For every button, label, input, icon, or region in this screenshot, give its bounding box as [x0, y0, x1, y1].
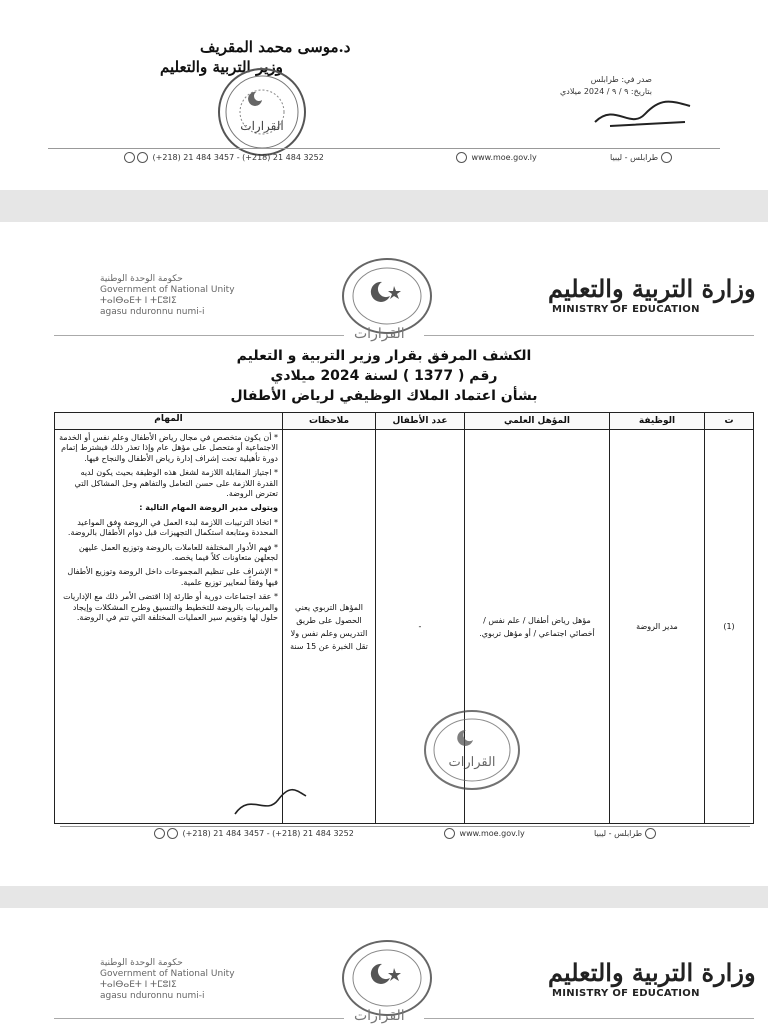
government-amazigh: agasu nduronnu numi-i [100, 307, 205, 317]
title-line-2: رقم ( 1377 ) لسنة 2024 ميلادي [270, 368, 498, 384]
date-line-1: صدر في: طرابلس [590, 75, 652, 84]
header-qualification: المؤهل العلمي [465, 413, 610, 430]
task-requirement-2: * اجتياز المقابلة اللازمة لشغل هذه الوظيفة بحيث يكون لديه القدرة اللازمة على حسن التعامل والتفاهم وحل المشاكل التي تعترض الروضة. [74, 468, 278, 499]
official-seal [216, 66, 308, 158]
stamp-seal [422, 708, 522, 792]
task-item: * فهم الأدوار المختلفة للعاملات بالروضة وتوزيع العمل عليهن لجعلهن متعاونات كلاً فيما يخصه. [78, 542, 278, 563]
staffing-table [54, 412, 754, 824]
header-no: ت [705, 413, 754, 430]
task-item: * عقد اجتماعات دورية أو طارئة إذا اقتضى الأمر ذلك مع الإداريات والمربيات بالروضة للتخطيط والتنسيق وطرح المشكلات وإيجاد حلول لها وتقويم سير العمليات المختلفة التي تتم في الروضة. [63, 592, 278, 623]
seal-text: القرارات [240, 119, 284, 133]
tasks-heading: ويتولى مدير الروضة المهام التالية : [139, 503, 278, 513]
footer-divider [48, 148, 720, 149]
header-divider-right [424, 1018, 754, 1019]
government-tifinagh: ⵜⴰⵏⴱⴰⴹⵜ ⵏ ⵜⵎⵓⵏⵉ [100, 980, 177, 990]
title-line-3: بشأن اعتماد الملاك الوظيفي لرياض الأطفال [230, 388, 538, 404]
title-line-1: الكشف المرفق بقرار وزير التربية و التعليم [236, 348, 532, 364]
ministry-name-en: MINISTRY OF EDUCATION [552, 988, 700, 999]
row-tasks [55, 430, 283, 824]
globe-icon [444, 828, 455, 839]
page-1-fragment [0, 0, 768, 190]
footer-phone [124, 152, 324, 163]
header-children: عدد الأطفال [376, 413, 465, 430]
footer-web-text: www.moe.gov.ly [459, 829, 525, 838]
government-ar: حكومة الوحدة الوطنية [100, 274, 183, 284]
footer-city [610, 152, 674, 163]
task-item: * اتخاذ الترتيبات اللازمة لبدء العمل في الروضة وفق المواعيد المحددة ومتابعة استكمال التجهيزات قبل دوام الأطفال بالروضة. [67, 517, 278, 538]
date-line-2: بتاريخ: ٩ / ٩ / 2024 ميلادي [560, 87, 652, 96]
footer-city-text: طرابلس - ليبيا [594, 829, 643, 838]
decisions-label: القرارات [354, 1008, 405, 1024]
task-requirement-1: * أن يكون متخصص في مجال رياض الأطفال وعلم نفس أو الخدمة الاجتماعية أو متحصل على مؤهل عام وإذا تعذر ذلك فيشترط إتمام دورة تأهيلية تحت إشراف إدارة رياض الأطفال والنجاح فيها. [59, 433, 278, 463]
header-tasks: المهام [55, 413, 283, 430]
footer-web-text: www.moe.gov.ly [471, 153, 537, 162]
phone-icon [124, 152, 135, 163]
header-job: الوظيفة [610, 413, 705, 430]
ministry-name-ar: وزارة التربية والتعليم [548, 274, 756, 303]
emblem-icon [340, 256, 434, 336]
globe-icon [456, 152, 467, 163]
decisions-label: القرارات [354, 326, 405, 342]
row-children: - [376, 430, 465, 824]
row-notes: المؤهل التربوي يعني الحصول على طريق التدريس وعلم نفس ولا تقل الخبرة عن 15 سنة [283, 430, 376, 824]
signatory-name: د.موسى محمد المقريف [200, 38, 351, 56]
footer-phone [154, 828, 354, 839]
page-2 [0, 222, 768, 886]
government-block [100, 958, 235, 1002]
phone-icon [154, 828, 165, 839]
footer-web [444, 828, 525, 839]
fax-icon [167, 828, 178, 839]
footer-city [594, 828, 658, 839]
footer-phone-text: (+218) 21 484 3457 - (+218) 21 484 3252 [152, 153, 324, 162]
location-icon [661, 152, 672, 163]
row-job: مدير الروضة [610, 430, 705, 824]
signatory-title: وزير التربية والتعليم [160, 58, 283, 76]
government-en: Government of National Unity [100, 285, 235, 295]
header-divider-left [54, 1018, 344, 1019]
government-block [100, 274, 235, 318]
task-item: * الإشراف على تنظيم المجموعات داخل الروضة وتوزيع الأطفال فيها وفقاً لمعايير توزيع علمية. [67, 567, 278, 587]
row-qualification: مؤهل رياض أطفال / علم نفس / أخصائي اجتماعي / أو مؤهل تربوي. [465, 430, 610, 824]
ministry-name-ar: وزارة التربية والتعليم [548, 958, 756, 987]
header-divider-left [54, 335, 344, 336]
emblem-icon [340, 938, 434, 1018]
initial-signature [230, 786, 310, 822]
table-row [55, 430, 754, 824]
government-amazigh: agasu nduronnu numi-i [100, 991, 205, 1001]
header-notes: ملاحظات [283, 413, 376, 430]
stamp-text: القرارات [448, 755, 496, 770]
table-header-row [55, 413, 754, 430]
footer-city-text: طرابلس - ليبيا [610, 153, 659, 162]
handwritten-signature [590, 92, 700, 132]
footer-web [456, 152, 537, 163]
fax-icon [137, 152, 148, 163]
government-en: Government of National Unity [100, 969, 235, 979]
footer-phone-text: (+218) 21 484 3457 - (+218) 21 484 3252 [182, 829, 354, 838]
location-icon [645, 828, 656, 839]
page-3-fragment [0, 908, 768, 1024]
row-no: (1) [705, 430, 754, 824]
header-divider-right [424, 335, 754, 336]
footer-divider [60, 826, 750, 827]
government-ar: حكومة الوحدة الوطنية [100, 958, 183, 968]
government-tifinagh: ⵜⴰⵏⴱⴰⴹⵜ ⵏ ⵜⵎⵓⵏⵉ [100, 296, 177, 306]
ministry-name-en: MINISTRY OF EDUCATION [552, 304, 700, 315]
